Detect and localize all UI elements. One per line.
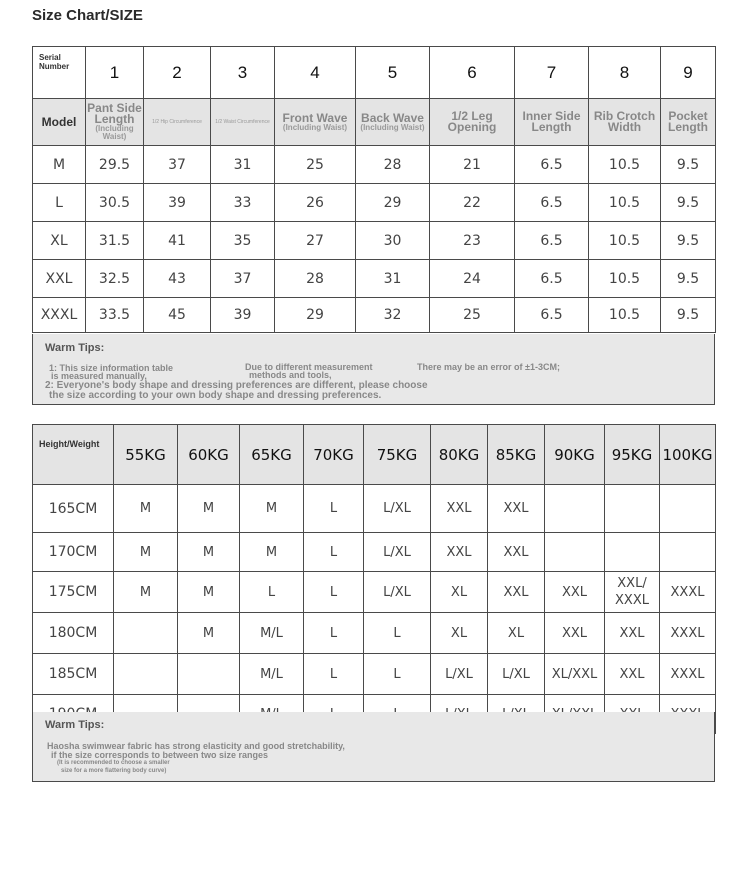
measurement-cell: 6.5 xyxy=(515,146,589,184)
size-cell: L xyxy=(364,613,431,654)
column-name: 1/2 Hip Circumference xyxy=(152,118,202,125)
size-row xyxy=(33,260,716,298)
size-row xyxy=(33,146,716,184)
model-cell: L xyxy=(33,184,86,222)
serial-number: 5 xyxy=(356,47,430,99)
measurement-cell: 10.5 xyxy=(589,260,661,298)
weight-header: 65KG xyxy=(240,425,304,485)
size-cell: L/XL xyxy=(364,572,431,613)
height-cell: 165CM xyxy=(33,485,114,533)
tip-line: Due to different measurement xyxy=(245,362,373,372)
height-weight-label: Height/Weight xyxy=(33,425,114,485)
height-row xyxy=(33,485,716,533)
size-cell: L xyxy=(304,572,364,613)
measurement-cell: 9.5 xyxy=(661,184,716,222)
size-row xyxy=(33,298,716,333)
column-name: 1/2 Leg Opening xyxy=(447,109,497,134)
model-label: Model xyxy=(33,99,86,146)
model-cell: XL xyxy=(33,222,86,260)
weight-header-row xyxy=(33,425,716,485)
size-cell: M/L xyxy=(240,613,304,654)
size-cell: XL/XXL xyxy=(545,654,605,695)
measurement-cell: 9.5 xyxy=(661,298,716,333)
measurement-header-row xyxy=(33,99,716,146)
column-header xyxy=(86,99,144,146)
size-cell xyxy=(545,533,605,572)
measurement-cell: 9.5 xyxy=(661,260,716,298)
serial-number: 8 xyxy=(589,47,661,99)
serial-number-row xyxy=(33,47,716,99)
measurement-cell: 35 xyxy=(211,222,275,260)
size-cell: L/XL xyxy=(488,654,545,695)
height-weight-table xyxy=(32,424,716,734)
column-sub: (Including Waist) xyxy=(282,122,348,132)
size-cell: XXL xyxy=(605,613,660,654)
measurement-cell: 6.5 xyxy=(515,184,589,222)
height-row xyxy=(33,613,716,654)
measurement-cell: 31.5 xyxy=(86,222,144,260)
tip-line: methods and tools, xyxy=(249,370,332,380)
size-cell: M xyxy=(178,613,240,654)
measurement-cell: 43 xyxy=(144,260,211,298)
tip-line: the size according to your own body shape and dressing preferences. xyxy=(49,390,382,401)
tip-line: 1: This size information table xyxy=(49,363,174,373)
size-cell: XXL/ XXXL xyxy=(605,572,660,613)
serial-number: 9 xyxy=(661,47,716,99)
tip-line: is measured manually, xyxy=(51,371,147,381)
model-cell: M xyxy=(33,146,86,184)
size-cell xyxy=(605,485,660,533)
measurement-cell: 29 xyxy=(356,184,430,222)
size-cell: XXL xyxy=(431,533,488,572)
serial-number: 3 xyxy=(211,47,275,99)
size-cell: L xyxy=(304,613,364,654)
warm-tips-box xyxy=(32,712,715,782)
column-name: Rib Crotch Width xyxy=(593,109,656,134)
model-cell: XXL xyxy=(33,260,86,298)
tip-line: size for a more flattering body curve) xyxy=(61,768,167,774)
size-cell: XXL xyxy=(488,485,545,533)
measurement-cell: 28 xyxy=(275,260,356,298)
measurement-cell: 25 xyxy=(275,146,356,184)
column-header xyxy=(661,99,716,146)
size-cell: L xyxy=(304,485,364,533)
size-cell: XXL xyxy=(431,485,488,533)
column-header xyxy=(275,99,356,146)
measurement-cell: 30.5 xyxy=(86,184,144,222)
page-title: Size Chart/SIZE xyxy=(32,7,143,24)
size-row xyxy=(33,222,716,260)
height-row xyxy=(33,654,716,695)
column-header xyxy=(515,99,589,146)
serial-number: 7 xyxy=(515,47,589,99)
serial-number: 6 xyxy=(430,47,515,99)
weight-header: 55KG xyxy=(114,425,178,485)
size-cell: L xyxy=(364,654,431,695)
measurement-cell: 31 xyxy=(211,146,275,184)
measurement-cell: 9.5 xyxy=(661,146,716,184)
column-header xyxy=(430,99,515,146)
size-cell: M xyxy=(178,485,240,533)
height-row xyxy=(33,572,716,613)
measurement-cell: 6.5 xyxy=(515,260,589,298)
size-cell: L/XL xyxy=(364,533,431,572)
measurement-cell: 39 xyxy=(144,184,211,222)
size-cell xyxy=(605,533,660,572)
size-cell: L xyxy=(240,572,304,613)
measurement-cell: 45 xyxy=(144,298,211,333)
weight-header: 95KG xyxy=(605,425,660,485)
size-cell xyxy=(114,613,178,654)
column-header xyxy=(356,99,430,146)
size-cell: XXL xyxy=(605,654,660,695)
size-cell: XXXL xyxy=(660,572,716,613)
measurement-cell: 41 xyxy=(144,222,211,260)
tip-line: There may be an error of ±1-3CM; xyxy=(417,362,560,372)
measurement-cell: 10.5 xyxy=(589,222,661,260)
size-cell: XL xyxy=(431,572,488,613)
size-cell: M/L xyxy=(240,654,304,695)
measurement-cell: 23 xyxy=(430,222,515,260)
measurement-cell: 29 xyxy=(275,298,356,333)
weight-header: 90KG xyxy=(545,425,605,485)
column-header xyxy=(589,99,661,146)
size-cell: M xyxy=(178,572,240,613)
measurement-cell: 37 xyxy=(144,146,211,184)
measurement-cell: 10.5 xyxy=(589,184,661,222)
serial-number: 2 xyxy=(144,47,211,99)
size-cell xyxy=(660,485,716,533)
measurement-cell: 39 xyxy=(211,298,275,333)
column-sub: (Including Waist) xyxy=(360,122,425,132)
tip-line: if the size corresponds to between two size ranges xyxy=(51,750,269,760)
size-cell: L xyxy=(304,654,364,695)
measurement-cell: 33 xyxy=(211,184,275,222)
serial-number: 4 xyxy=(275,47,356,99)
column-name: Pocket Length xyxy=(668,109,708,134)
size-cell: M xyxy=(114,485,178,533)
size-cell: L xyxy=(304,533,364,572)
tip-line: (It is recommended to choose a smaller xyxy=(57,760,170,766)
measurement-cell: 31 xyxy=(356,260,430,298)
column-name: 1/2 Waist Circumference xyxy=(215,118,270,125)
column-name: Back Wave xyxy=(361,110,424,125)
warm-tips-title: Warm Tips: xyxy=(45,342,105,354)
measurement-cell: 6.5 xyxy=(515,298,589,333)
measurement-cell: 21 xyxy=(430,146,515,184)
measurement-cell: 32 xyxy=(356,298,430,333)
measurement-cell: 30 xyxy=(356,222,430,260)
model-cell: XXXL xyxy=(33,298,86,333)
column-header xyxy=(144,99,211,146)
size-cell: M xyxy=(240,533,304,572)
column-name: Front Wave xyxy=(282,110,348,125)
measurement-cell: 27 xyxy=(275,222,356,260)
height-cell: 170CM xyxy=(33,533,114,572)
warm-tips-box xyxy=(32,334,715,405)
size-cell xyxy=(660,533,716,572)
serial-number: 1 xyxy=(86,47,144,99)
height-cell: 175CM xyxy=(33,572,114,613)
weight-header: 100KG xyxy=(660,425,716,485)
measurement-cell: 29.5 xyxy=(86,146,144,184)
tip-line: Haosha swimwear fabric has strong elasticity and good stretchability, xyxy=(47,741,345,751)
size-cell: XL xyxy=(431,613,488,654)
weight-header: 80KG xyxy=(431,425,488,485)
measurement-cell: 28 xyxy=(356,146,430,184)
size-cell: M xyxy=(114,572,178,613)
size-chart-table xyxy=(32,46,716,333)
size-cell: XXL xyxy=(545,613,605,654)
column-header xyxy=(211,99,275,146)
size-cell: XXL xyxy=(488,572,545,613)
serial-number-label: Serial Number xyxy=(33,47,86,99)
measurement-cell: 26 xyxy=(275,184,356,222)
size-cell xyxy=(114,654,178,695)
measurement-cell: 6.5 xyxy=(515,222,589,260)
weight-header: 85KG xyxy=(488,425,545,485)
column-name: Inner Side Length xyxy=(522,109,581,134)
height-cell: 185CM xyxy=(33,654,114,695)
size-cell: M xyxy=(240,485,304,533)
size-cell: M xyxy=(114,533,178,572)
measurement-cell: 9.5 xyxy=(661,222,716,260)
measurement-cell: 10.5 xyxy=(589,146,661,184)
measurement-cell: 10.5 xyxy=(589,298,661,333)
measurement-cell: 33.5 xyxy=(86,298,144,333)
size-cell: XXXL xyxy=(660,654,716,695)
size-cell: M xyxy=(178,533,240,572)
weight-header: 60KG xyxy=(178,425,240,485)
size-cell: XL xyxy=(488,613,545,654)
measurement-cell: 25 xyxy=(430,298,515,333)
size-cell: XXL xyxy=(488,533,545,572)
column-sub: (Including Waist) xyxy=(95,124,134,141)
size-cell: L/XL xyxy=(431,654,488,695)
weight-header: 70KG xyxy=(304,425,364,485)
weight-header: 75KG xyxy=(364,425,431,485)
size-cell xyxy=(545,485,605,533)
size-cell: XXL xyxy=(545,572,605,613)
size-row xyxy=(33,184,716,222)
height-row xyxy=(33,533,716,572)
size-cell: XXXL xyxy=(660,613,716,654)
size-cell xyxy=(178,654,240,695)
column-name: Pant Side Length xyxy=(87,101,142,126)
measurement-cell: 32.5 xyxy=(86,260,144,298)
warm-tips-title: Warm Tips: xyxy=(45,719,105,731)
measurement-cell: 24 xyxy=(430,260,515,298)
size-cell: L/XL xyxy=(364,485,431,533)
tip-line: 2: Everyone's body shape and dressing preferences are different, please choose xyxy=(45,380,428,391)
measurement-cell: 37 xyxy=(211,260,275,298)
height-cell: 180CM xyxy=(33,613,114,654)
measurement-cell: 22 xyxy=(430,184,515,222)
